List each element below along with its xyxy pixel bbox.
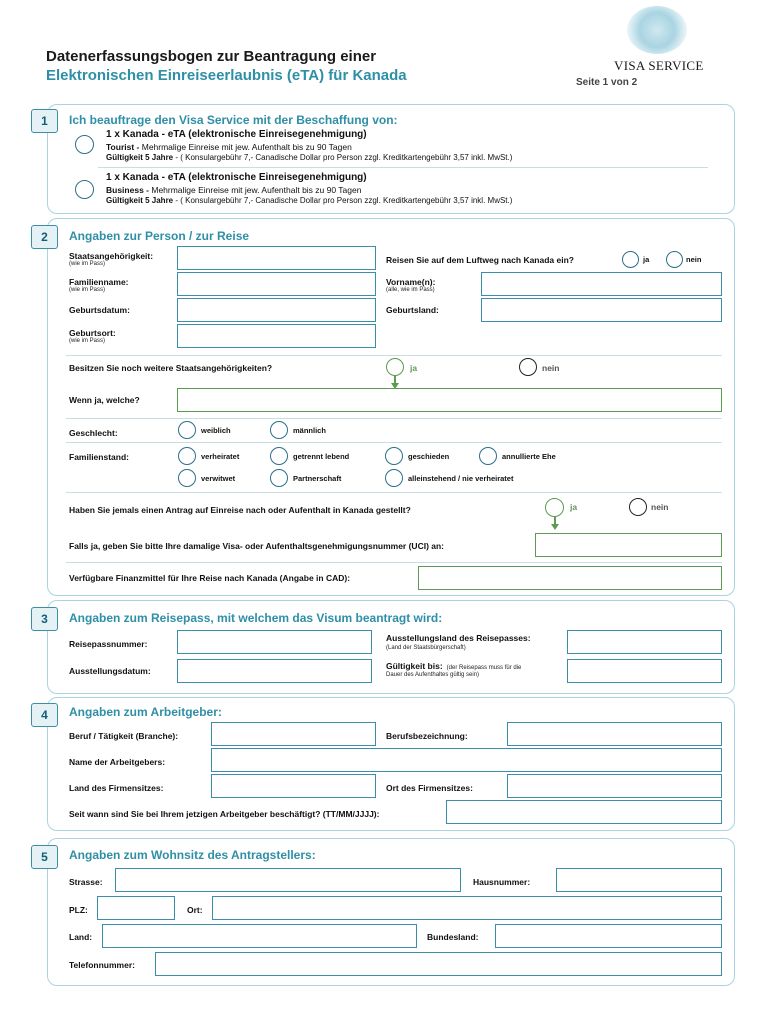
marital-single-label: alleinstehend / nie verheiratet: [408, 474, 514, 483]
page-number: Seite 1 von 2: [576, 77, 638, 88]
eta-tourist-desc: Tourist - Mehrmalige Einreise mit jew. Aufenthalt bis zu 90 Tagen: [106, 142, 352, 152]
divider: [66, 442, 722, 443]
firstname-label: Vorname(n):: [386, 277, 436, 287]
employed-since-field[interactable]: [446, 800, 722, 824]
marital-single-radio[interactable]: [385, 469, 403, 487]
section-1-title: Ich beauftrage den Visa Service mit der Beschaffung von:: [69, 113, 398, 127]
eta-business-validity: Gültigkeit 5 Jahre - ( Konsulargebühr 7,- Canadische Dollar pro Person zzgl. Kreditkartengebühr 3,57 inkl. MwSt.): [106, 196, 513, 205]
section-3-title: Angaben zum Reisepass, mit welchem das Visum beantragt wird:: [69, 611, 443, 625]
birthplace-hint: (wie im Pass): [69, 338, 106, 344]
airway-no-radio[interactable]: [666, 251, 683, 268]
funds-label: Verfügbare Finanzmittel für Ihre Reise nach Kanada (Angabe in CAD):: [69, 573, 351, 583]
state-label: Bundesland:: [427, 932, 479, 942]
previous-application-no-label: nein: [651, 502, 669, 512]
marital-separated-radio[interactable]: [270, 447, 288, 465]
employer-name-field[interactable]: [211, 748, 722, 772]
job-title-field[interactable]: [507, 722, 722, 746]
airway-no-label: nein: [686, 255, 702, 264]
divider: [66, 355, 722, 356]
previous-application-yes-radio[interactable]: [545, 498, 564, 517]
city-label: Ort:: [187, 905, 203, 915]
surname-label: Familienname:: [69, 277, 129, 287]
occupation-field[interactable]: [211, 722, 376, 746]
issue-country-hint: (Land der Staatsbürgerschaft): [386, 645, 466, 651]
company-country-label: Land des Firmensitzes:: [69, 783, 164, 793]
eta-tourist-validity: Gültigkeit 5 Jahre - ( Konsulargebühr 7,- Canadische Dollar pro Person zzgl. Kreditkartengebühr 3,57 inkl. MwSt.): [106, 153, 513, 162]
other-nationality-no-label: nein: [542, 363, 560, 373]
birthcountry-field[interactable]: [481, 298, 722, 322]
employer-name-label: Name der Arbeitgebers:: [69, 757, 166, 767]
which-nationality-label: Wenn ja, welche?: [69, 395, 140, 405]
uci-number-label: Falls ja, geben Sie bitte Ihre damalige Visa- oder Aufenthaltsgenehmigungsnummer (UCI) an:: [69, 541, 445, 551]
nationality-field[interactable]: [177, 246, 376, 270]
marital-married-label: verheiratet: [201, 452, 240, 461]
valid-until-hint: Dauer des Aufenthaltes gültig sein): [386, 672, 480, 678]
eta-tourist-radio[interactable]: [75, 135, 94, 154]
eta-business-heading: 1 x Kanada - eTA (elektronische Einreisegenehmigung): [106, 172, 367, 183]
marital-partnership-radio[interactable]: [270, 469, 288, 487]
company-city-field[interactable]: [507, 774, 722, 798]
nationality-label: Staatsangehörigkeit:: [69, 251, 154, 261]
section-5-number: 5: [31, 845, 58, 869]
section-2-title: Angaben zur Person / zur Reise: [69, 229, 250, 243]
form-subtitle: Elektronischen Einreiseerlaubnis (eTA) für Kanada: [46, 67, 407, 84]
issue-country-field[interactable]: [567, 630, 722, 654]
zip-label: PLZ:: [69, 905, 88, 915]
other-nationality-question: Besitzen Sie noch weitere Staatsangehörigkeiten?: [69, 363, 273, 373]
birthcountry-label: Geburtsland:: [386, 305, 439, 315]
globe-logo-icon: [627, 6, 687, 54]
divider: [66, 492, 722, 493]
section-4-title: Angaben zum Arbeitgeber:: [69, 705, 222, 719]
eta-tourist-heading: 1 x Kanada - eTA (elektronische Einreisegenehmigung): [106, 129, 367, 140]
firstname-hint: (alle, wie im Pass): [386, 287, 435, 293]
divider: [98, 167, 708, 168]
marital-divorced-radio[interactable]: [385, 447, 403, 465]
valid-until-label: Gültigkeit bis: (der Reisepass muss für die: [386, 661, 522, 671]
street-label: Strasse:: [69, 877, 103, 887]
occupation-label: Beruf / Tätigkeit (Branche):: [69, 731, 179, 741]
gender-female-label: weiblich: [201, 426, 231, 435]
airway-yes-radio[interactable]: [622, 251, 639, 268]
marital-status-label: Familienstand:: [69, 452, 129, 462]
surname-hint: (wie im Pass): [69, 287, 106, 293]
marital-widowed-label: verwitwet: [201, 474, 236, 483]
previous-application-no-radio[interactable]: [629, 498, 647, 516]
country-label: Land:: [69, 932, 93, 942]
country-field[interactable]: [102, 924, 417, 948]
house-number-field[interactable]: [556, 868, 722, 892]
birthdate-field[interactable]: [177, 298, 376, 322]
other-nationality-yes-label: ja: [410, 363, 418, 373]
marital-divorced-label: geschieden: [408, 452, 450, 461]
state-field[interactable]: [495, 924, 722, 948]
marital-separated-label: getrennt lebend: [293, 452, 350, 461]
issue-country-label: Ausstellungsland des Reisepasses:: [386, 633, 531, 643]
gender-male-label: männlich: [293, 426, 326, 435]
birthplace-field[interactable]: [177, 324, 376, 348]
other-nationality-yes-radio[interactable]: [386, 358, 404, 376]
zip-field[interactable]: [97, 896, 175, 920]
airway-yes-label: ja: [643, 255, 650, 264]
brand-name: VISA SERVICE: [614, 58, 704, 73]
gender-female-radio[interactable]: [178, 421, 196, 439]
issue-date-label: Ausstellungsdatum:: [69, 666, 151, 676]
phone-label: Telefonnummer:: [69, 960, 135, 970]
eta-business-desc: Business - Mehrmalige Einreise mit jew. Aufenthalt bis zu 90 Tagen: [106, 185, 362, 195]
birthplace-label: Geburtsort:: [69, 328, 116, 338]
uci-number-field[interactable]: [535, 533, 722, 557]
marital-annulled-label: annullierte Ehe: [502, 452, 556, 461]
airway-question: Reisen Sie auf dem Luftweg nach Kanada ein?: [386, 255, 574, 265]
marital-widowed-radio[interactable]: [178, 469, 196, 487]
arrow-down-icon: [551, 524, 559, 530]
which-nationality-field[interactable]: [177, 388, 722, 412]
eta-business-radio[interactable]: [75, 180, 94, 199]
marital-partnership-label: Partnerschaft: [293, 474, 342, 483]
valid-until-field[interactable]: [567, 659, 722, 683]
house-number-label: Hausnummer:: [473, 877, 531, 887]
birthdate-label: Geburtsdatum:: [69, 305, 130, 315]
section-3-number: 3: [31, 607, 58, 631]
section-5-title: Angaben zum Wohnsitz des Antragstellers:: [69, 848, 316, 862]
funds-field[interactable]: [418, 566, 722, 590]
divider: [66, 418, 722, 419]
marital-annulled-radio[interactable]: [479, 447, 497, 465]
surname-field[interactable]: [177, 272, 376, 296]
form-title: Datenerfassungsbogen zur Beantragung einer: [46, 48, 377, 65]
phone-field[interactable]: [155, 952, 722, 976]
gender-label: Geschlecht:: [69, 428, 118, 438]
gender-male-radio[interactable]: [270, 421, 288, 439]
previous-application-yes-label: ja: [570, 502, 578, 512]
section-4-number: 4: [31, 703, 58, 727]
firstname-field[interactable]: [481, 272, 722, 296]
passport-number-field[interactable]: [177, 630, 372, 654]
marital-married-radio[interactable]: [178, 447, 196, 465]
issue-date-field[interactable]: [177, 659, 372, 683]
divider: [66, 562, 722, 563]
employed-since-label: Seit wann sind Sie bei Ihrem jetzigen Arbeitgeber beschäftigt? (TT/MM/JJJJ):: [69, 809, 380, 819]
city-field[interactable]: [212, 896, 722, 920]
other-nationality-no-radio[interactable]: [519, 358, 537, 376]
company-country-field[interactable]: [211, 774, 376, 798]
job-title-label: Berufsbezeichnung:: [386, 731, 468, 741]
section-2-number: 2: [31, 225, 58, 249]
passport-number-label: Reisepassnummer:: [69, 639, 148, 649]
section-1-number: 1: [31, 109, 58, 133]
previous-application-question: Haben Sie jemals einen Antrag auf Einreise nach oder Aufenthalt in Kanada gestellt?: [69, 505, 411, 515]
nationality-hint: (wie im Pass): [69, 261, 106, 267]
company-city-label: Ort des Firmensitzes:: [386, 783, 473, 793]
street-field[interactable]: [115, 868, 461, 892]
